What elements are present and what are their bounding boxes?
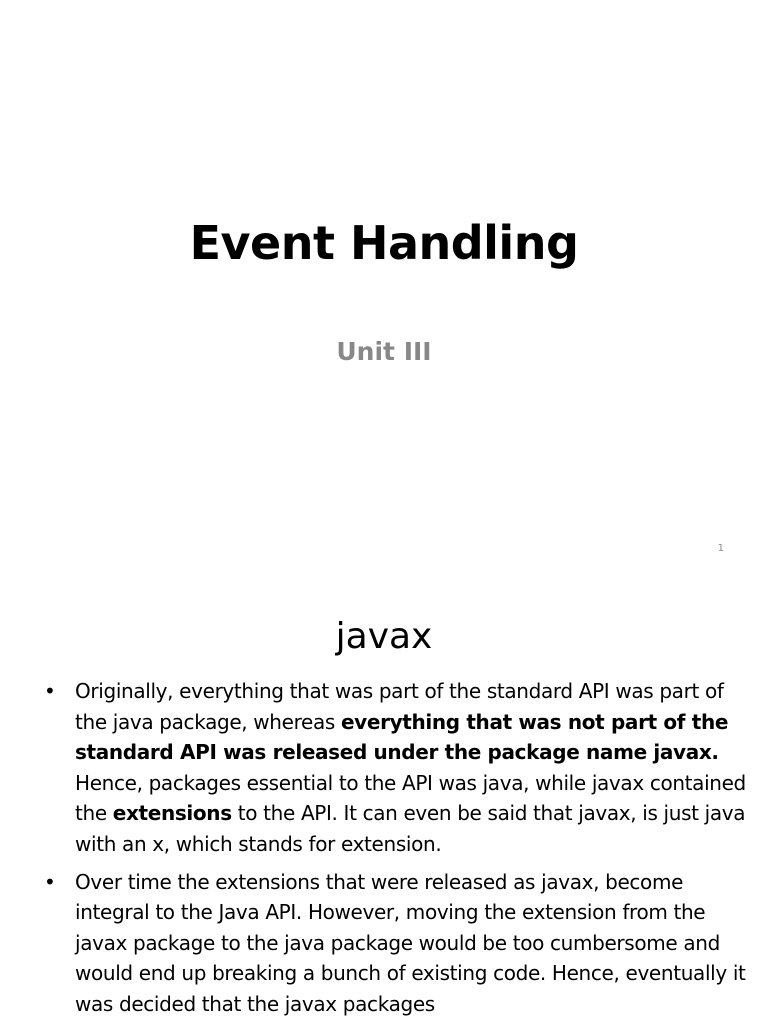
slide-2-title: javax bbox=[335, 616, 433, 657]
bullet-list bbox=[40, 676, 752, 1024]
slide-1-title: Event Handling bbox=[189, 216, 579, 270]
slide-2 bbox=[0, 576, 768, 1024]
bullet-dot-icon: • bbox=[44, 869, 56, 894]
bullet-dot-icon: • bbox=[44, 679, 56, 703]
bullet-text-part: to the API. It can even be said that javax, is just java with an x, which stands for extension. bbox=[75, 801, 746, 856]
bullet-text-bold-part: everything that was not part of the standard API was released under the package name javax. bbox=[75, 709, 729, 765]
slide-1-subtitle: Unit III bbox=[336, 337, 432, 366]
slide-number: 1 bbox=[717, 543, 724, 554]
bullet-text: Over time the extensions that were released as javax, become integral to the Java API. However, moving the extension from the javax package to the java package would be too cumbersome and would end up breaking a bunch of existing code. Hence, eventually it was decided that the javax packages bbox=[75, 869, 746, 1016]
bullet-text-part: Originally, everything that was part of the standard API was part of the java package, whereas bbox=[75, 679, 724, 734]
bullet-item-extensions-integral bbox=[40, 867, 752, 1020]
bullet-item-javax-origin bbox=[40, 676, 752, 860]
bullet-text-bold-part: extensions bbox=[112, 801, 232, 826]
bullet-text-part: Hence, packages essential to the API was java, while javax contained the bbox=[75, 770, 746, 826]
